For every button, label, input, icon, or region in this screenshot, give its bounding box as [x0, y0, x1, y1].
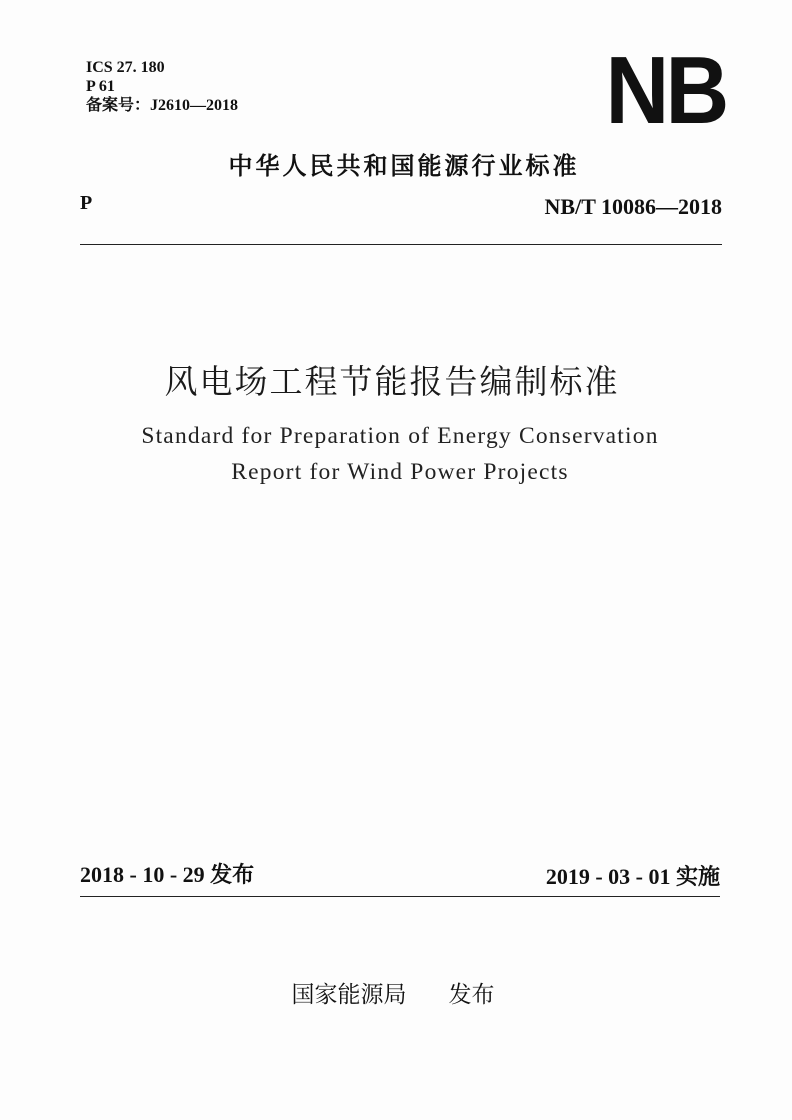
classification-block — [86, 58, 238, 115]
issue-date: 2018 - 10 - 29 发布 — [80, 862, 255, 887]
nb-logo: NB — [605, 37, 726, 144]
implementation-date: 2019 - 03 - 01 实施 — [545, 864, 720, 889]
standard-number: NB/T 10086—2018 — [544, 194, 722, 219]
title-chinese: 风电场工程节能报告编制标准 — [164, 362, 620, 401]
category-letter: P — [80, 192, 93, 214]
title-english-line-2: Report for Wind Power Projects — [231, 459, 569, 485]
top-divider — [80, 244, 722, 245]
publisher-name: 国家能源局 — [291, 982, 407, 1008]
publish-action: 发布 — [448, 982, 495, 1008]
ics-code: ICS 27. 180 — [86, 59, 165, 76]
title-english-line-1: Standard for Preparation of Energy Conservation — [141, 423, 659, 449]
bottom-divider — [80, 896, 720, 897]
ccs-code: P 61 — [86, 78, 115, 95]
record-number: 备案号：J2610—2018 — [86, 97, 239, 114]
industry-standard-heading: 中华人民共和国能源行业标准 — [228, 152, 580, 180]
publisher-line — [0, 976, 792, 1009]
